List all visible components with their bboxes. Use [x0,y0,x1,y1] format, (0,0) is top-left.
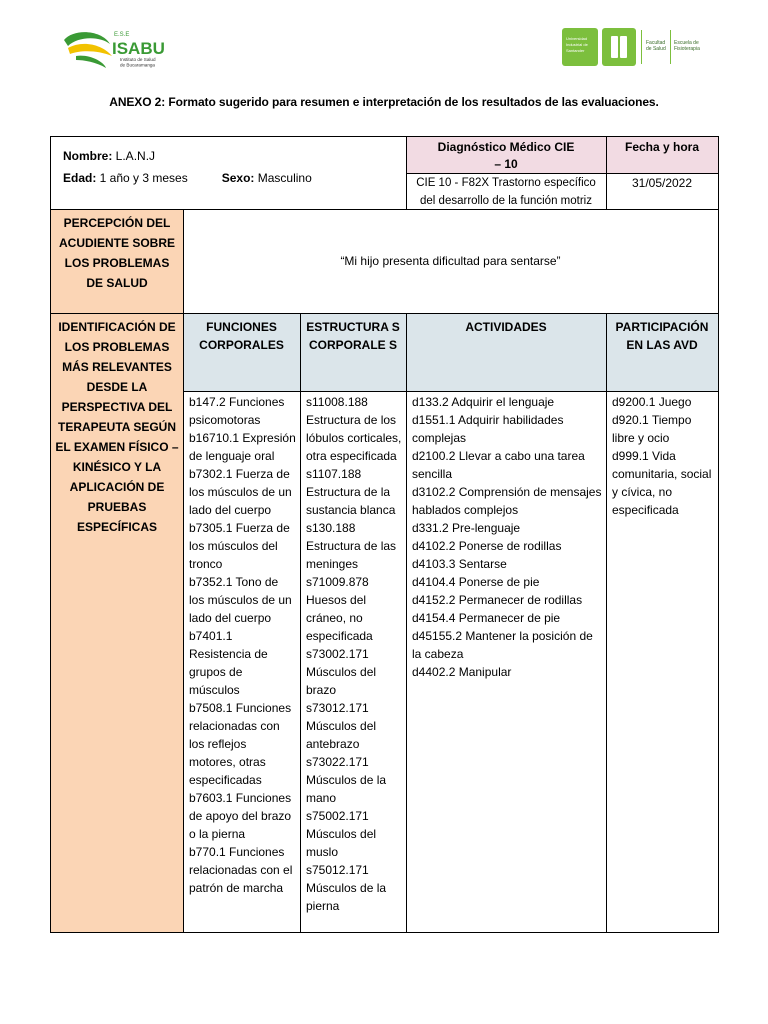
activities-item: d4154.4 Permanecer de pie [412,611,561,625]
patient-info-cell [51,137,406,209]
participation-header: PARTICIPACIÓN EN LAS AVD [606,313,718,391]
participation-item: d920.1 Tiempo libre y ocio [612,413,692,445]
svg-text:Universidad: Universidad [566,36,588,41]
activities-item: d4104.4 Ponerse de pie [412,575,540,589]
functions-item: b7305.1 Fuerza de los músculos del tronco [189,521,290,571]
logo-prefix: E.S.E [114,32,130,38]
activities-item: d4402.2 Manipular [412,665,512,679]
functions-header: FUNCIONES CORPORALES [183,313,300,391]
functions-item: b7352.1 Tono de los músculos de un lado del cuerpo [189,575,292,625]
diagnosis-header-line2: – 10 [494,157,518,171]
functions-list [183,391,300,932]
activities-item: d45155.2 Mantener la posición de la cabeza [412,629,593,661]
date-value: 31/05/2022 [631,176,693,190]
identification-label: IDENTIFICACIÓN DE LOS PROBLEMAS MÁS RELEVANTES DESDE LA PERSPECTIVA DEL TERAPEUTA SEGÚN EL EXAMEN FÍSICO – KINÉSICO Y LA APLICACIÓN DE PRUEBAS ESPECÍFICAS [51,313,183,932]
activities-item: d1551.1 Adquirir habilidades complejas [412,413,564,445]
structures-item: s73022.171 Músculos de la mano [306,755,387,805]
svg-text:Santander: Santander [566,48,585,53]
activities-list [406,391,606,932]
structures-item: s73002.171 Músculos del brazo [306,647,377,697]
functions-item: b770.1 Funciones relacionadas con el patrón de marcha [189,845,293,895]
activities-item: d331.2 Pre-lenguaje [412,521,521,535]
age-value: 1 año y 3 meses [96,171,188,185]
diagnosis-header-line1: Diagnóstico Médico CIE [437,140,575,154]
perception-quote-text: “Mi hijo presenta dificultad para sentarse” [340,254,561,268]
participation-list [606,391,718,932]
svg-text:de Salud: de Salud [646,46,666,52]
activities-item: d4152.2 Permanecer de rodillas [412,593,583,607]
activities-item: d4103.3 Sentarse [412,557,507,571]
name-value: L.A.N.J [112,149,156,163]
svg-text:Escuela de: Escuela de [674,40,699,46]
structures-list [300,391,406,932]
structures-item: s11008.188 Estructura de los lóbulos corticales, otra especificada [306,395,402,463]
date-header: Fecha y hora [606,137,718,173]
perception-quote [183,209,718,313]
svg-text:Fisioterapia: Fisioterapia [674,46,700,52]
functions-item: b7603.1 Funciones de apoyo del brazo o la pierna [189,791,292,841]
functions-item: b7401.1 Resistencia de grupos de músculos [189,629,268,697]
activities-item: d2100.2 Llevar a cabo una tarea sencilla [412,449,585,481]
evaluation-grid [50,136,719,933]
structures-item: s1107.188 Estructura de la sustancia blanca [306,467,396,517]
svg-text:Instituto de Salud: Instituto de Salud [120,57,156,62]
svg-text:Industrial de: Industrial de [566,42,588,47]
perception-label: PERCEPCIÓN DEL ACUDIENTE SOBRE LOS PROBLEMAS DE SALUD [51,209,183,313]
functions-item: b7508.1 Funciones relacionadas con los reflejos motores, otras especificadas [189,701,292,787]
logo-brand: ISABU [112,39,165,58]
diagnosis-header [406,137,606,173]
participation-item: d999.1 Vida comunitaria, social y cívica, no especificada [612,449,712,517]
document-title: ANEXO 2: Formato sugerido para resumen e interpretación de los resultados de las evaluaciones. [109,95,659,109]
structures-item: s130.188 Estructura de las meninges [306,521,397,571]
uis-logo-icon [562,26,712,68]
sex-value: Masculino [254,171,312,185]
activities-item: d3102.2 Comprensión de mensajes hablados complejos [412,485,602,517]
isabu-logo-icon [62,26,172,72]
functions-item: b147.2 Funciones psicomotoras [189,395,285,427]
activities-item: d4102.2 Ponerse de rodillas [412,539,562,553]
structures-item: s75012.171 Músculos de la pierna [306,863,387,913]
age-label: Edad: [63,171,97,185]
functions-item: b7302.1 Fuerza de los músculos de un lado del cuerpo [189,467,292,517]
structures-item: s73012.171 Músculos del antebrazo [306,701,377,751]
svg-text:Facultad: Facultad [646,40,666,46]
activities-item: d133.2 Adquirir el lenguaje [412,395,555,409]
functions-item: b16710.1 Expresión de lenguaje oral [189,431,296,463]
structures-item: s75002.171 Músculos del muslo [306,809,377,859]
activities-header: ACTIVIDADES [406,313,606,391]
sex-label: Sexo: [221,171,255,185]
diagnosis-value: CIE 10 - F82X Trastorno específico del desarrollo de la función motriz [416,177,596,207]
structures-item: s71009.878 Huesos del cráneo, no especificada [306,575,373,643]
structures-header: ESTRUCTURA S CORPORALE S [300,313,406,391]
name-label: Nombre: [63,149,113,163]
svg-text:de Bucaramanga: de Bucaramanga [120,62,155,68]
participation-item: d9200.1 Juego [612,395,692,409]
